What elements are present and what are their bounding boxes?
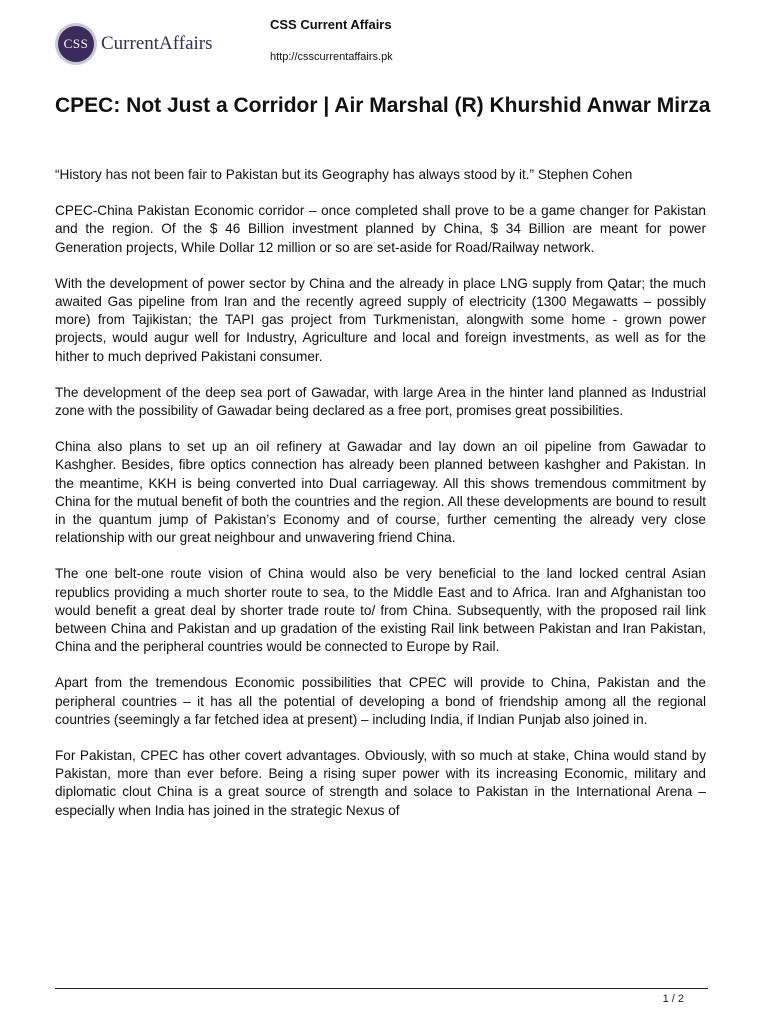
article-title: CPEC: Not Just a Corridor | Air Marshal (R) Khurshid Anwar Mirza (55, 94, 711, 117)
article-paragraph: With the development of power sector by China and the already in place LNG supply from Qatar; the much awaited Gas pipeline from Iran and the recently agreed supply of electricity (1300 Megawatts – possibly more) from Tajikistan; the TAPI gas project from Turkmenistan, alongwith some home - grown power projects, would augur well for Industry, Agriculture and local and foreign investments, as well as for the hither to much deprived Pakistani consumer. (55, 275, 706, 364)
article-paragraph: CPEC-China Pakistan Economic corridor – once completed shall prove to be a game changer for Pakistan and the region. Of the $ 46 Billion investment planned by China, $ 34 Billion are meant for power Generation projects, While Dollar 12 million or so are set-aside for Road/Railway network. (55, 203, 706, 255)
site-url-link[interactable]: http://csscurrentaffairs.pk (270, 51, 393, 63)
footer-divider (55, 988, 708, 989)
site-title: CSS Current Affairs (270, 17, 392, 32)
article-paragraph: The one belt-one route vision of China would also be very beneficial to the land locked central Asian republics providing a much shorter route to sea, to the Middle East and to Africa. Iran and Afghanistan too would benefit a great deal by shorter trade route to/ from China. Subsequently, with the proposed rail link between China and Pakistan and up gradation of the existing Rail link between Pakistan and Iran Pakistan, China and the peripheral countries would be connected to Europe by Rail. (55, 566, 706, 655)
site-logo[interactable] (55, 20, 255, 68)
logo-badge-icon: CSS (55, 23, 97, 65)
article-paragraph: “History has not been fair to Pakistan but its Geography has always stood by it.” Stephen Cohen (55, 167, 633, 182)
logo-text: CurrentAffairs (101, 33, 213, 54)
article-paragraph: China also plans to set up an oil refinery at Gawadar and lay down an oil pipeline from Gawadar to Kashgher. Besides, fibre optics connection has already been planned between kashgher and Pakistan. In the meantime, KKH is being converted into Dual carriageway. All this shows tremendous commitment by China for the mutual benefit of both the countries and the region. All these developments are bound to result in the quantum jump of Pakistan’s Economy and of course, further cementing the already very close relationship with our great neighbour and unwavering friend China. (55, 439, 706, 546)
page-header (55, 12, 715, 72)
page-number: 1 / 2 (662, 993, 684, 1005)
article-paragraph: For Pakistan, CPEC has other covert advantages. Obviously, with so much at stake, China would stand by Pakistan, more than ever before. Being a rising super power with its increasing Economic, military and diplomatic clout China is a great source of strength and solace to Pakistan in the International Arena – especially when India has joined in the strategic Nexus of (55, 748, 706, 818)
article-paragraph: The development of the deep sea port of Gawadar, with large Area in the hinter land planned as Industrial zone with the possibility of Gawadar being declared as a free port, promises great possibilities. (55, 384, 706, 419)
article-body (55, 166, 706, 838)
article-paragraph: Apart from the tremendous Economic possibilities that CPEC will provide to China, Pakistan and the peripheral countries – it has all the potential of developing a bond of friendship among all the regional countries (seemingly a far fetched idea at present) – including India, if Indian Punjab also joined in. (55, 675, 706, 727)
